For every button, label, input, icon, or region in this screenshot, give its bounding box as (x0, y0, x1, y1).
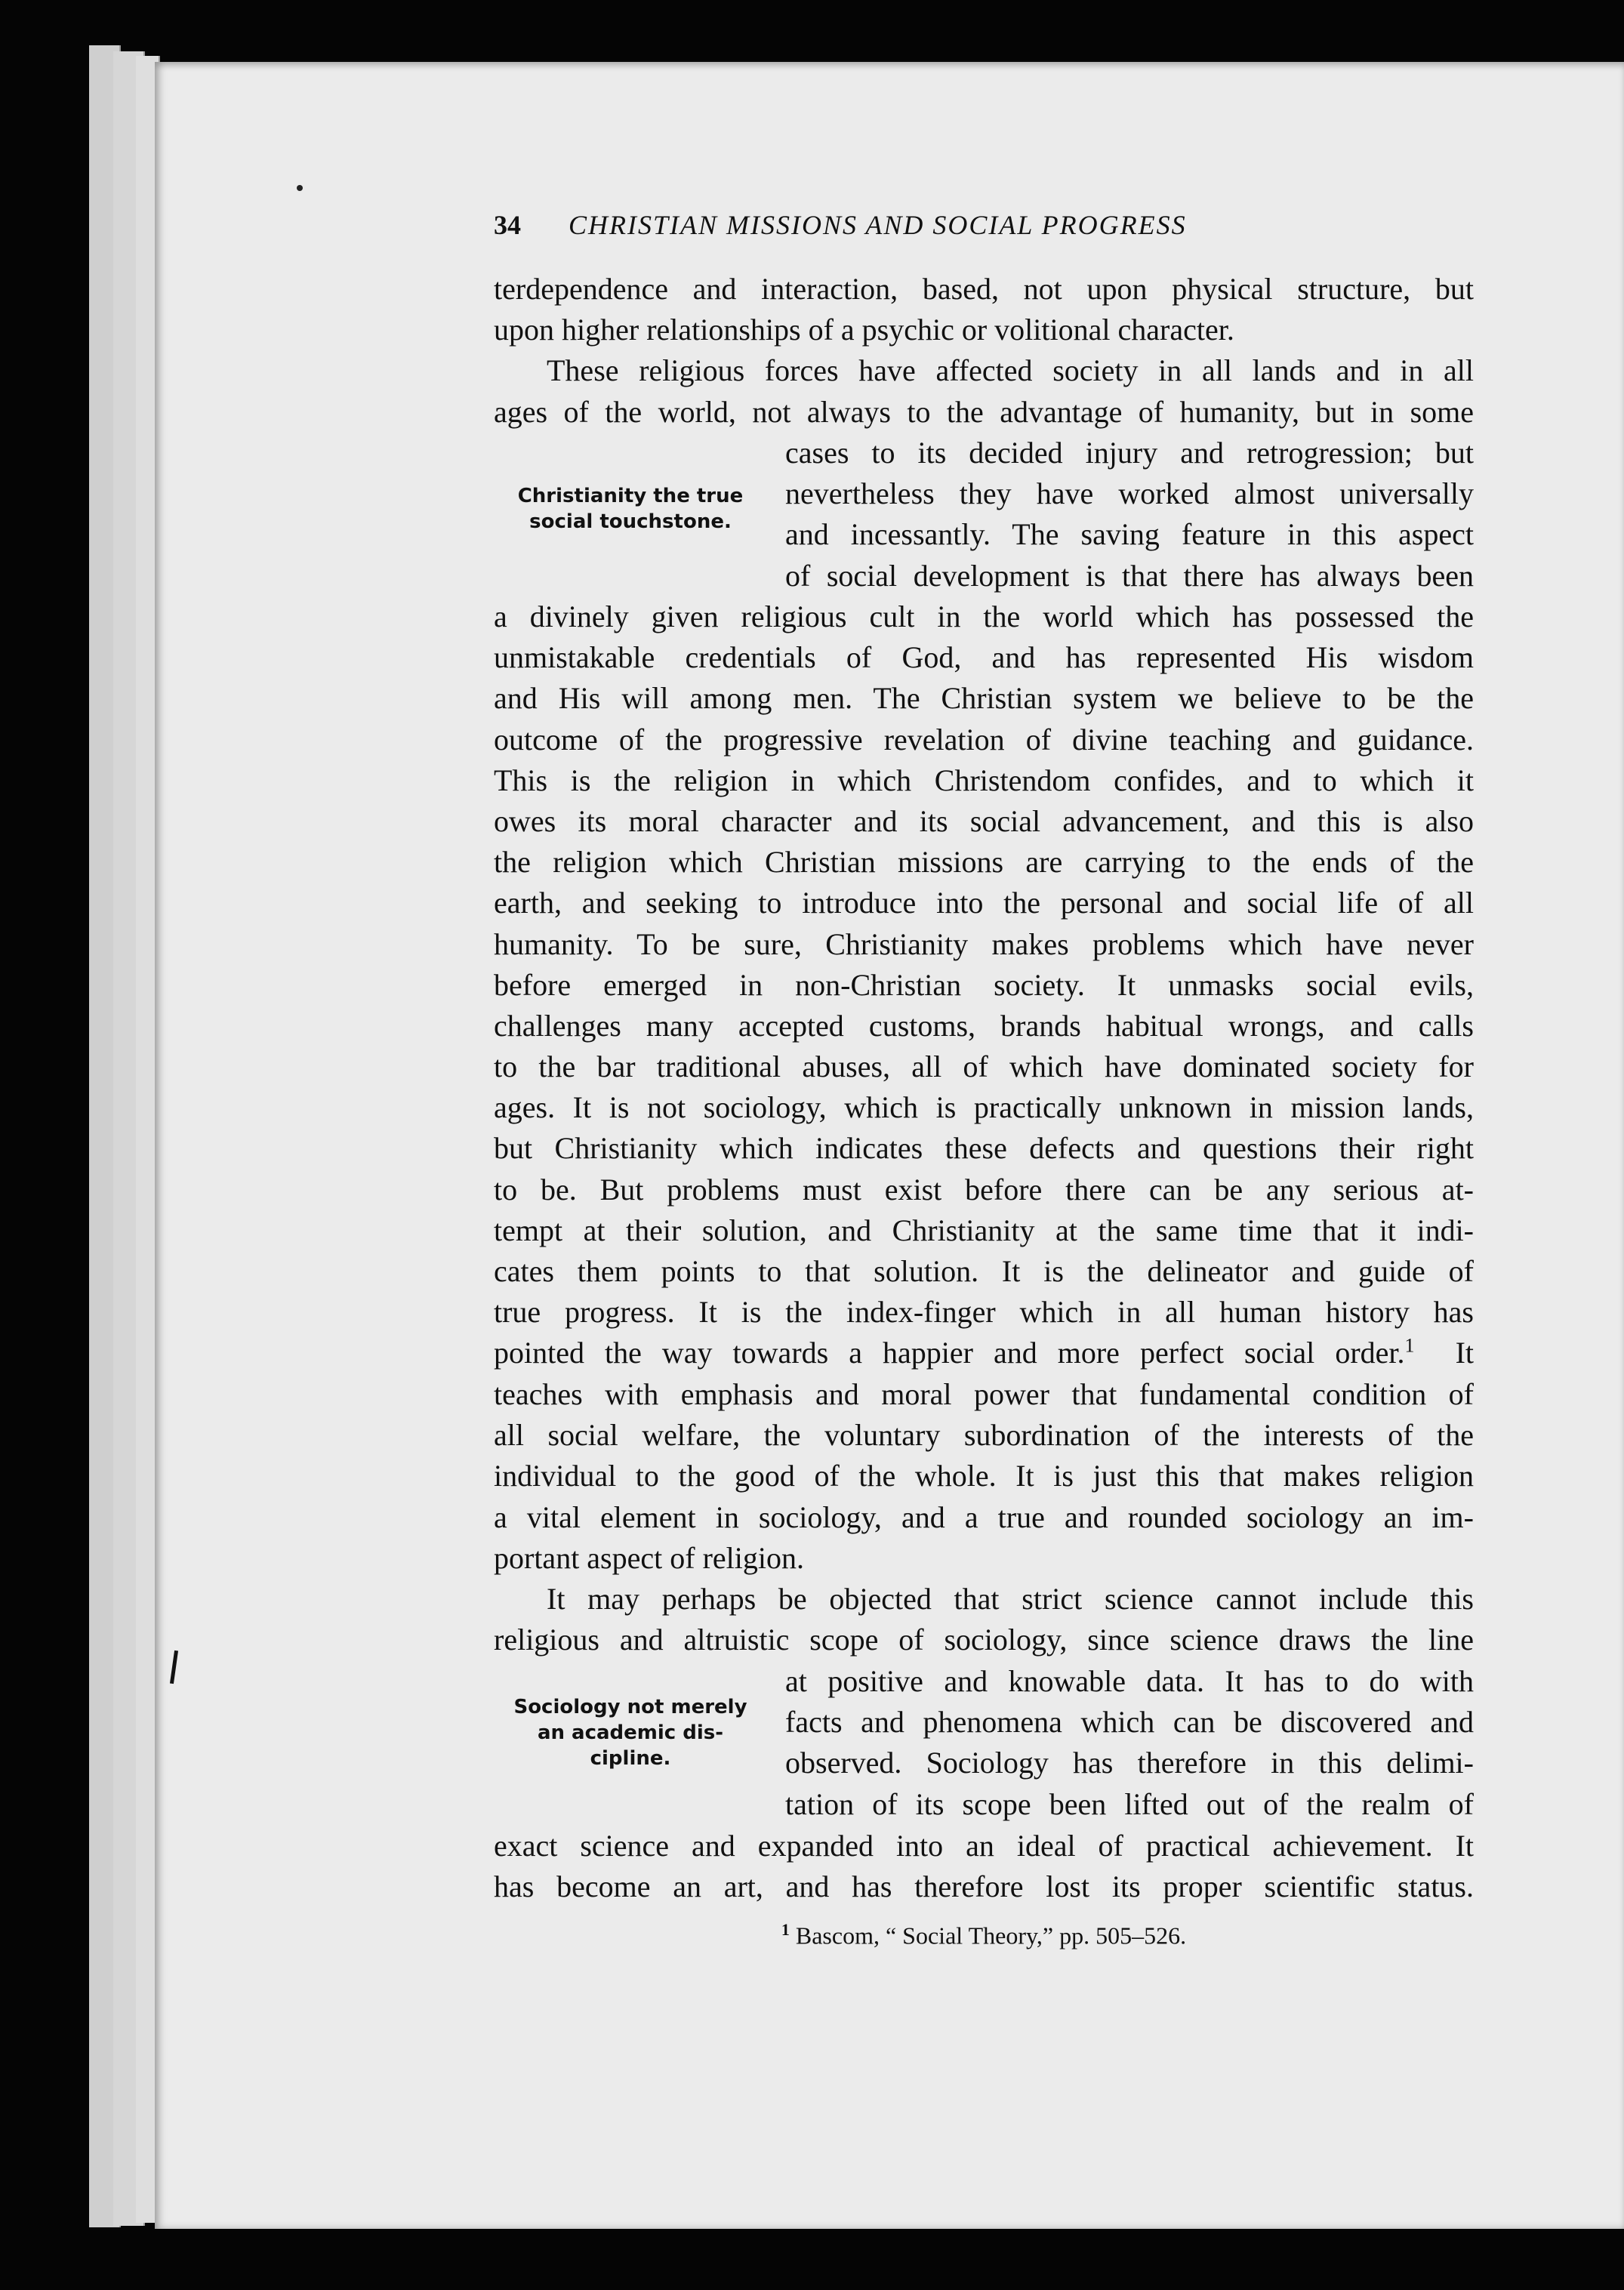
sidenote-line: social touchstone. (529, 510, 732, 533)
text-line: terdependence and interaction, based, not upon physical structure, but (494, 272, 1474, 306)
sidenote-christianity-touchstone (498, 483, 763, 535)
text-line: tation of its scope been lifted out of the realm of (785, 1786, 1474, 1821)
text-line: and His will among men. The Christian system we believe to be the (494, 681, 1474, 716)
footnote-reference: 1 (1404, 1335, 1415, 1358)
text-line: to the bar traditional abuses, all of which have dominated society for (494, 1049, 1474, 1084)
text-line: religious and altruistic scope of sociology, since science draws the line (494, 1623, 1474, 1657)
text-line: challenges many accepted customs, brands habitual wrongs, and calls (494, 1008, 1474, 1043)
text-line: owes its moral character and its social advancement, and this is also (494, 803, 1474, 838)
text-block-1 (494, 269, 1474, 433)
sidenote-sociology-discipline (498, 1694, 763, 1771)
sidenote-line: cipline. (590, 1747, 671, 1770)
text-line: teaches with emphasis and moral power that fundamental condition of (494, 1377, 1474, 1411)
text-line: humanity. To be sure, Christianity makes problems which have never (494, 926, 1474, 961)
text-line: individual to the good of the whole. It is just this that makes religion (494, 1459, 1474, 1493)
footnote (494, 1913, 1474, 1953)
page-number: 34 (494, 210, 521, 240)
text-line: ages of the world, not always to the advantage of humanity, but in some (494, 394, 1474, 429)
sidenote-line: Sociology not merely (513, 1696, 747, 1718)
running-head (494, 202, 1475, 248)
text-line: a divinely given religious cult in the world which has possessed the (494, 599, 1474, 633)
text-line: has become an art, and has therefore lost its proper scientific status. (494, 1869, 1474, 1904)
text-span: pointed the way towards a happier and more perfect social order. (494, 1336, 1405, 1370)
footnote-text: Bascom, “ Social Theory,” pp. 505–526. (795, 1922, 1187, 1949)
text-line: These religious forces have affected society in all lands and in all (547, 353, 1474, 388)
text-line: unmistakable credentials of God, and has represented His wisdom (494, 640, 1474, 675)
text-line: facts and phenomena which can be discovered and (785, 1705, 1474, 1740)
text-line: cates them points to that solution. It is the delineator and guide of (494, 1254, 1474, 1288)
text-line: observed. Sociology has therefore in this delimi- (785, 1746, 1474, 1780)
text-line: the religion which Christian missions are carrying to the ends of the (494, 845, 1474, 880)
text-line: a vital element in sociology, and a true and rounded sociology an im- (494, 1499, 1474, 1534)
text-line: of social development is that there has always been (785, 558, 1474, 593)
text-line: but Christianity which indicates these defects and questions their right (494, 1131, 1474, 1166)
text-line: at positive and knowable data. It has to do with (785, 1664, 1474, 1698)
text-line: ages. It is not sociology, which is practically unknown in mission lands, (494, 1090, 1474, 1125)
text-line: It may perhaps be objected that strict science cannot include this (547, 1581, 1474, 1616)
text-block-4 (494, 1374, 1474, 1660)
text-line: This is the religion in which Christendom confides, and to which it (494, 763, 1474, 797)
text-span: It (1455, 1336, 1474, 1370)
footnote-marker: 1 (781, 1920, 790, 1939)
footnote-ref-line (494, 1333, 1474, 1373)
sidenote-line: Christianity the true (517, 485, 744, 507)
text-line: to be. But problems must exist before there can be any serious at- (494, 1172, 1474, 1207)
text-line: cases to its decided injury and retrogression; but (785, 436, 1474, 470)
text-line: and incessantly. The saving feature in this aspect (785, 517, 1474, 552)
text-line: tempt at their solution, and Christianity at the same time that it indi- (494, 1213, 1474, 1247)
sidenote-line: an academic dis- (537, 1721, 724, 1744)
text-block-6 (494, 1826, 1474, 1907)
text-line: earth, and seeking to introduce into the personal and social life of all (494, 886, 1474, 920)
text-line: before emerged in non-Christian society. It unmasks social evils, (494, 967, 1474, 1002)
text-line: outcome of the progressive revelation of divine teaching and guidance. (494, 722, 1474, 757)
text-line: nevertheless they have worked almost universally (785, 476, 1474, 511)
text-block-3 (494, 596, 1474, 1374)
text-line: portant aspect of religion. (494, 1540, 804, 1575)
running-title: CHRISTIAN MISSIONS AND SOCIAL PROGRESS (569, 210, 1187, 240)
text-line: all social welfare, the voluntary subordination of the interests of the (494, 1418, 1474, 1453)
text-line: exact science and expanded into an ideal of practical achievement. It (494, 1829, 1474, 1863)
text-line: true progress. It is the index-finger which in all human history has (494, 1295, 1474, 1330)
text-line: upon higher relationships of a psychic or volitional character. (494, 313, 1234, 347)
ink-speck (297, 185, 303, 191)
